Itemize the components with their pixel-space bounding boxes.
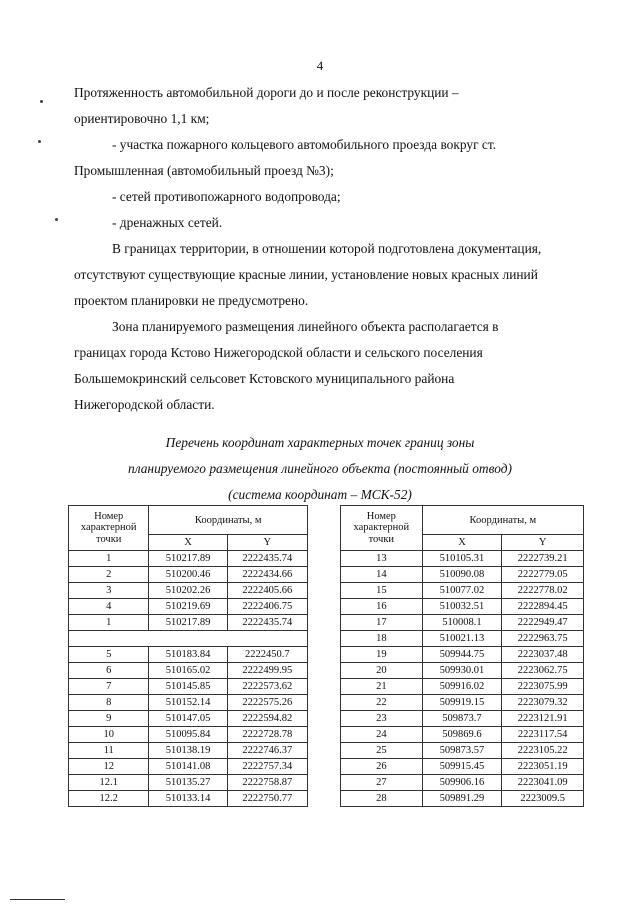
paragraph-line: отсутствуют существующие красные линии, установление новых красных линий	[74, 267, 538, 282]
cell-num: 1	[69, 551, 149, 567]
cell-y: 2222778.02	[502, 583, 584, 599]
cell-num: 23	[341, 711, 423, 727]
table-row	[69, 551, 308, 567]
cell-x: 510138.19	[149, 743, 227, 759]
paragraph-line: Зона планируемого размещения линейного объекта располагается в	[112, 319, 499, 334]
cell-num: 9	[69, 711, 149, 727]
cell-x: 510202.26	[149, 583, 227, 599]
table-row	[69, 583, 308, 599]
cell-num: 4	[69, 599, 149, 615]
cell-x: 509919.15	[422, 695, 502, 711]
paragraph-line: границах города Кстово Нижегородской области и сельского поселения	[74, 345, 483, 360]
cell-y: 2222435.74	[227, 615, 307, 631]
table-row	[341, 775, 584, 791]
coordinates-table-right	[340, 505, 584, 807]
header-point-number	[69, 506, 149, 551]
scan-mark	[40, 100, 43, 103]
table-row	[341, 567, 584, 583]
table-row	[341, 759, 584, 775]
cell-y: 2222594.82	[227, 711, 307, 727]
cell-x: 509915.45	[422, 759, 502, 775]
cell-num: 26	[341, 759, 423, 775]
table-row	[69, 647, 308, 663]
paragraph-line: Нижегородской области.	[74, 397, 215, 412]
header-text: точки	[96, 533, 122, 545]
cell-num: 16	[341, 599, 423, 615]
cell-y: 2223075.99	[502, 679, 584, 695]
cell-x: 510217.89	[149, 551, 227, 567]
body-text	[74, 80, 584, 418]
table-row	[69, 695, 308, 711]
cell-x: 510021.13	[422, 631, 502, 647]
header-text: точки	[368, 533, 395, 545]
table-row	[341, 599, 584, 615]
cell-x: 510183.84	[149, 647, 227, 663]
table-row	[341, 727, 584, 743]
cell-x: 510141.08	[149, 759, 227, 775]
cell-num: 20	[341, 663, 423, 679]
cell-y: 2223105.22	[502, 743, 584, 759]
cell-y: 2223062.75	[502, 663, 584, 679]
cell-x: 510147.05	[149, 711, 227, 727]
cell-num: 8	[69, 695, 149, 711]
cell-x: 510095.84	[149, 727, 227, 743]
header-y: Y	[227, 535, 307, 551]
table-row	[69, 759, 308, 775]
table-row	[341, 743, 584, 759]
coordinates-table-left	[68, 505, 308, 807]
cell-num: 24	[341, 727, 423, 743]
paragraph-line: ориентировочно 1,1 км;	[74, 111, 210, 126]
cell-y: 2222573.62	[227, 679, 307, 695]
cell-y: 2222405.66	[227, 583, 307, 599]
cell-num: 12	[69, 759, 149, 775]
cell-y: 2222728.78	[227, 727, 307, 743]
cell-x: 510077.02	[422, 583, 502, 599]
header-text: Номер	[366, 510, 396, 522]
cell-y: 2222757.34	[227, 759, 307, 775]
cell-num: 25	[341, 743, 423, 759]
table-row	[341, 663, 584, 679]
table-row	[341, 631, 584, 647]
cell-num: 1	[69, 615, 149, 631]
page-number: 4	[316, 58, 324, 73]
scan-mark	[38, 140, 41, 143]
paragraph-line: Большемокринский сельсовет Кстовского муниципального района	[74, 371, 455, 386]
cell-x: 509891.29	[422, 791, 502, 807]
cell-x: 510090.08	[422, 567, 502, 583]
scan-mark	[55, 218, 58, 221]
cell-num: 22	[341, 695, 423, 711]
cell-y: 2222434.66	[227, 567, 307, 583]
cell-x: 510133.14	[149, 791, 227, 807]
cell-x: 510008.1	[422, 615, 502, 631]
cell-num: 10	[69, 727, 149, 743]
table-row	[69, 663, 308, 679]
paragraph-line: - участка пожарного кольцевого автомобильного проезда вокруг ст.	[112, 137, 497, 152]
cell-x: 510200.46	[149, 567, 227, 583]
table-caption	[0, 430, 640, 508]
cell-x: 510135.27	[149, 775, 227, 791]
cell-y: 2222949.47	[502, 615, 584, 631]
cell-x: 510145.85	[149, 679, 227, 695]
cell-x: 509944.75	[422, 647, 502, 663]
caption-line: Перечень координат характерных точек границ зоны	[165, 435, 475, 450]
cell-x: 509916.02	[422, 679, 502, 695]
header-x: X	[422, 535, 502, 551]
cell-y: 2222450.7	[227, 647, 307, 663]
caption-line: (система координат – МСК-52)	[228, 487, 412, 502]
cell-num: 12.2	[69, 791, 149, 807]
cell-num: 6	[69, 663, 149, 679]
cell-num: 7	[69, 679, 149, 695]
cell-num: 28	[341, 791, 423, 807]
cell-num: 27	[341, 775, 423, 791]
cell-y: 2223079.32	[502, 695, 584, 711]
table-row	[341, 679, 584, 695]
cell-y: 2222894.45	[502, 599, 584, 615]
cell-y: 2222575.26	[227, 695, 307, 711]
header-text: характерной	[80, 522, 137, 534]
cell-y: 2222963.75	[502, 631, 584, 647]
table-row	[341, 583, 584, 599]
header-point-number	[341, 506, 423, 551]
cell-y: 2222779.05	[502, 567, 584, 583]
cell-num: 14	[341, 567, 423, 583]
cell-x: 509906.16	[422, 775, 502, 791]
cell-y: 2222750.77	[227, 791, 307, 807]
table-row	[341, 615, 584, 631]
cell-y: 2222435.74	[227, 551, 307, 567]
cell-num: 15	[341, 583, 423, 599]
cell-y: 2222406.75	[227, 599, 307, 615]
cell-x: 509873.57	[422, 743, 502, 759]
cell-y: 2223009.5	[502, 791, 584, 807]
table-row	[69, 743, 308, 759]
cell-y: 2222758.87	[227, 775, 307, 791]
cell-x: 510105.31	[422, 551, 502, 567]
empty-cell	[69, 631, 308, 647]
header-coordinates: Координаты, м	[149, 506, 308, 535]
cell-num: 13	[341, 551, 423, 567]
cell-num: 17	[341, 615, 423, 631]
header-coordinates: Координаты, м	[422, 506, 583, 535]
cell-num: 11	[69, 743, 149, 759]
table-row	[341, 551, 584, 567]
table-row	[69, 711, 308, 727]
cell-num: 21	[341, 679, 423, 695]
cell-x: 510032.51	[422, 599, 502, 615]
cell-num: 5	[69, 647, 149, 663]
header-x: X	[149, 535, 227, 551]
cell-x: 509869.6	[422, 727, 502, 743]
cell-num: 19	[341, 647, 423, 663]
header-y: Y	[502, 535, 584, 551]
paragraph-line: В границах территории, в отношении которой подготовлена документация,	[112, 241, 542, 256]
cell-num: 3	[69, 583, 149, 599]
table-row	[69, 599, 308, 615]
table-row	[69, 615, 308, 631]
cell-y: 2223117.54	[502, 727, 584, 743]
cell-y: 2222739.21	[502, 551, 584, 567]
table-row	[341, 711, 584, 727]
paragraph-line: - дренажных сетей.	[112, 215, 223, 230]
cell-y: 2222746.37	[227, 743, 307, 759]
cell-x: 509873.7	[422, 711, 502, 727]
cell-x: 510217.89	[149, 615, 227, 631]
cell-x: 509930.01	[422, 663, 502, 679]
caption-line: планируемого размещения линейного объекта (постоянный отвод)	[128, 461, 512, 476]
header-text: характерной	[353, 522, 410, 534]
paragraph-line: Промышленная (автомобильный проезд №3);	[74, 163, 334, 178]
cell-num: 12.1	[69, 775, 149, 791]
table-row	[341, 647, 584, 663]
cell-x: 510219.69	[149, 599, 227, 615]
table-row	[341, 695, 584, 711]
paragraph-line: - сетей противопожарного водопровода;	[112, 189, 341, 204]
cell-x: 510165.02	[149, 663, 227, 679]
cell-y: 2223041.09	[502, 775, 584, 791]
cell-y: 2223121.91	[502, 711, 584, 727]
table-gap-row	[69, 631, 308, 647]
table-row	[69, 775, 308, 791]
cell-y: 2222499.95	[227, 663, 307, 679]
paragraph-line: проектом планировки не предусмотрено.	[74, 293, 309, 308]
table-row	[69, 679, 308, 695]
paragraph-line: Протяженность автомобильной дороги до и после реконструкции –	[74, 85, 459, 100]
table-row	[341, 791, 584, 807]
table-row	[69, 567, 308, 583]
cell-x: 510152.14	[149, 695, 227, 711]
footer-rule	[10, 899, 65, 900]
cell-y: 2223037.48	[502, 647, 584, 663]
table-row	[69, 727, 308, 743]
header-text: Номер	[94, 510, 124, 522]
cell-num: 18	[341, 631, 423, 647]
cell-y: 2223051.19	[502, 759, 584, 775]
cell-num: 2	[69, 567, 149, 583]
table-row	[69, 791, 308, 807]
